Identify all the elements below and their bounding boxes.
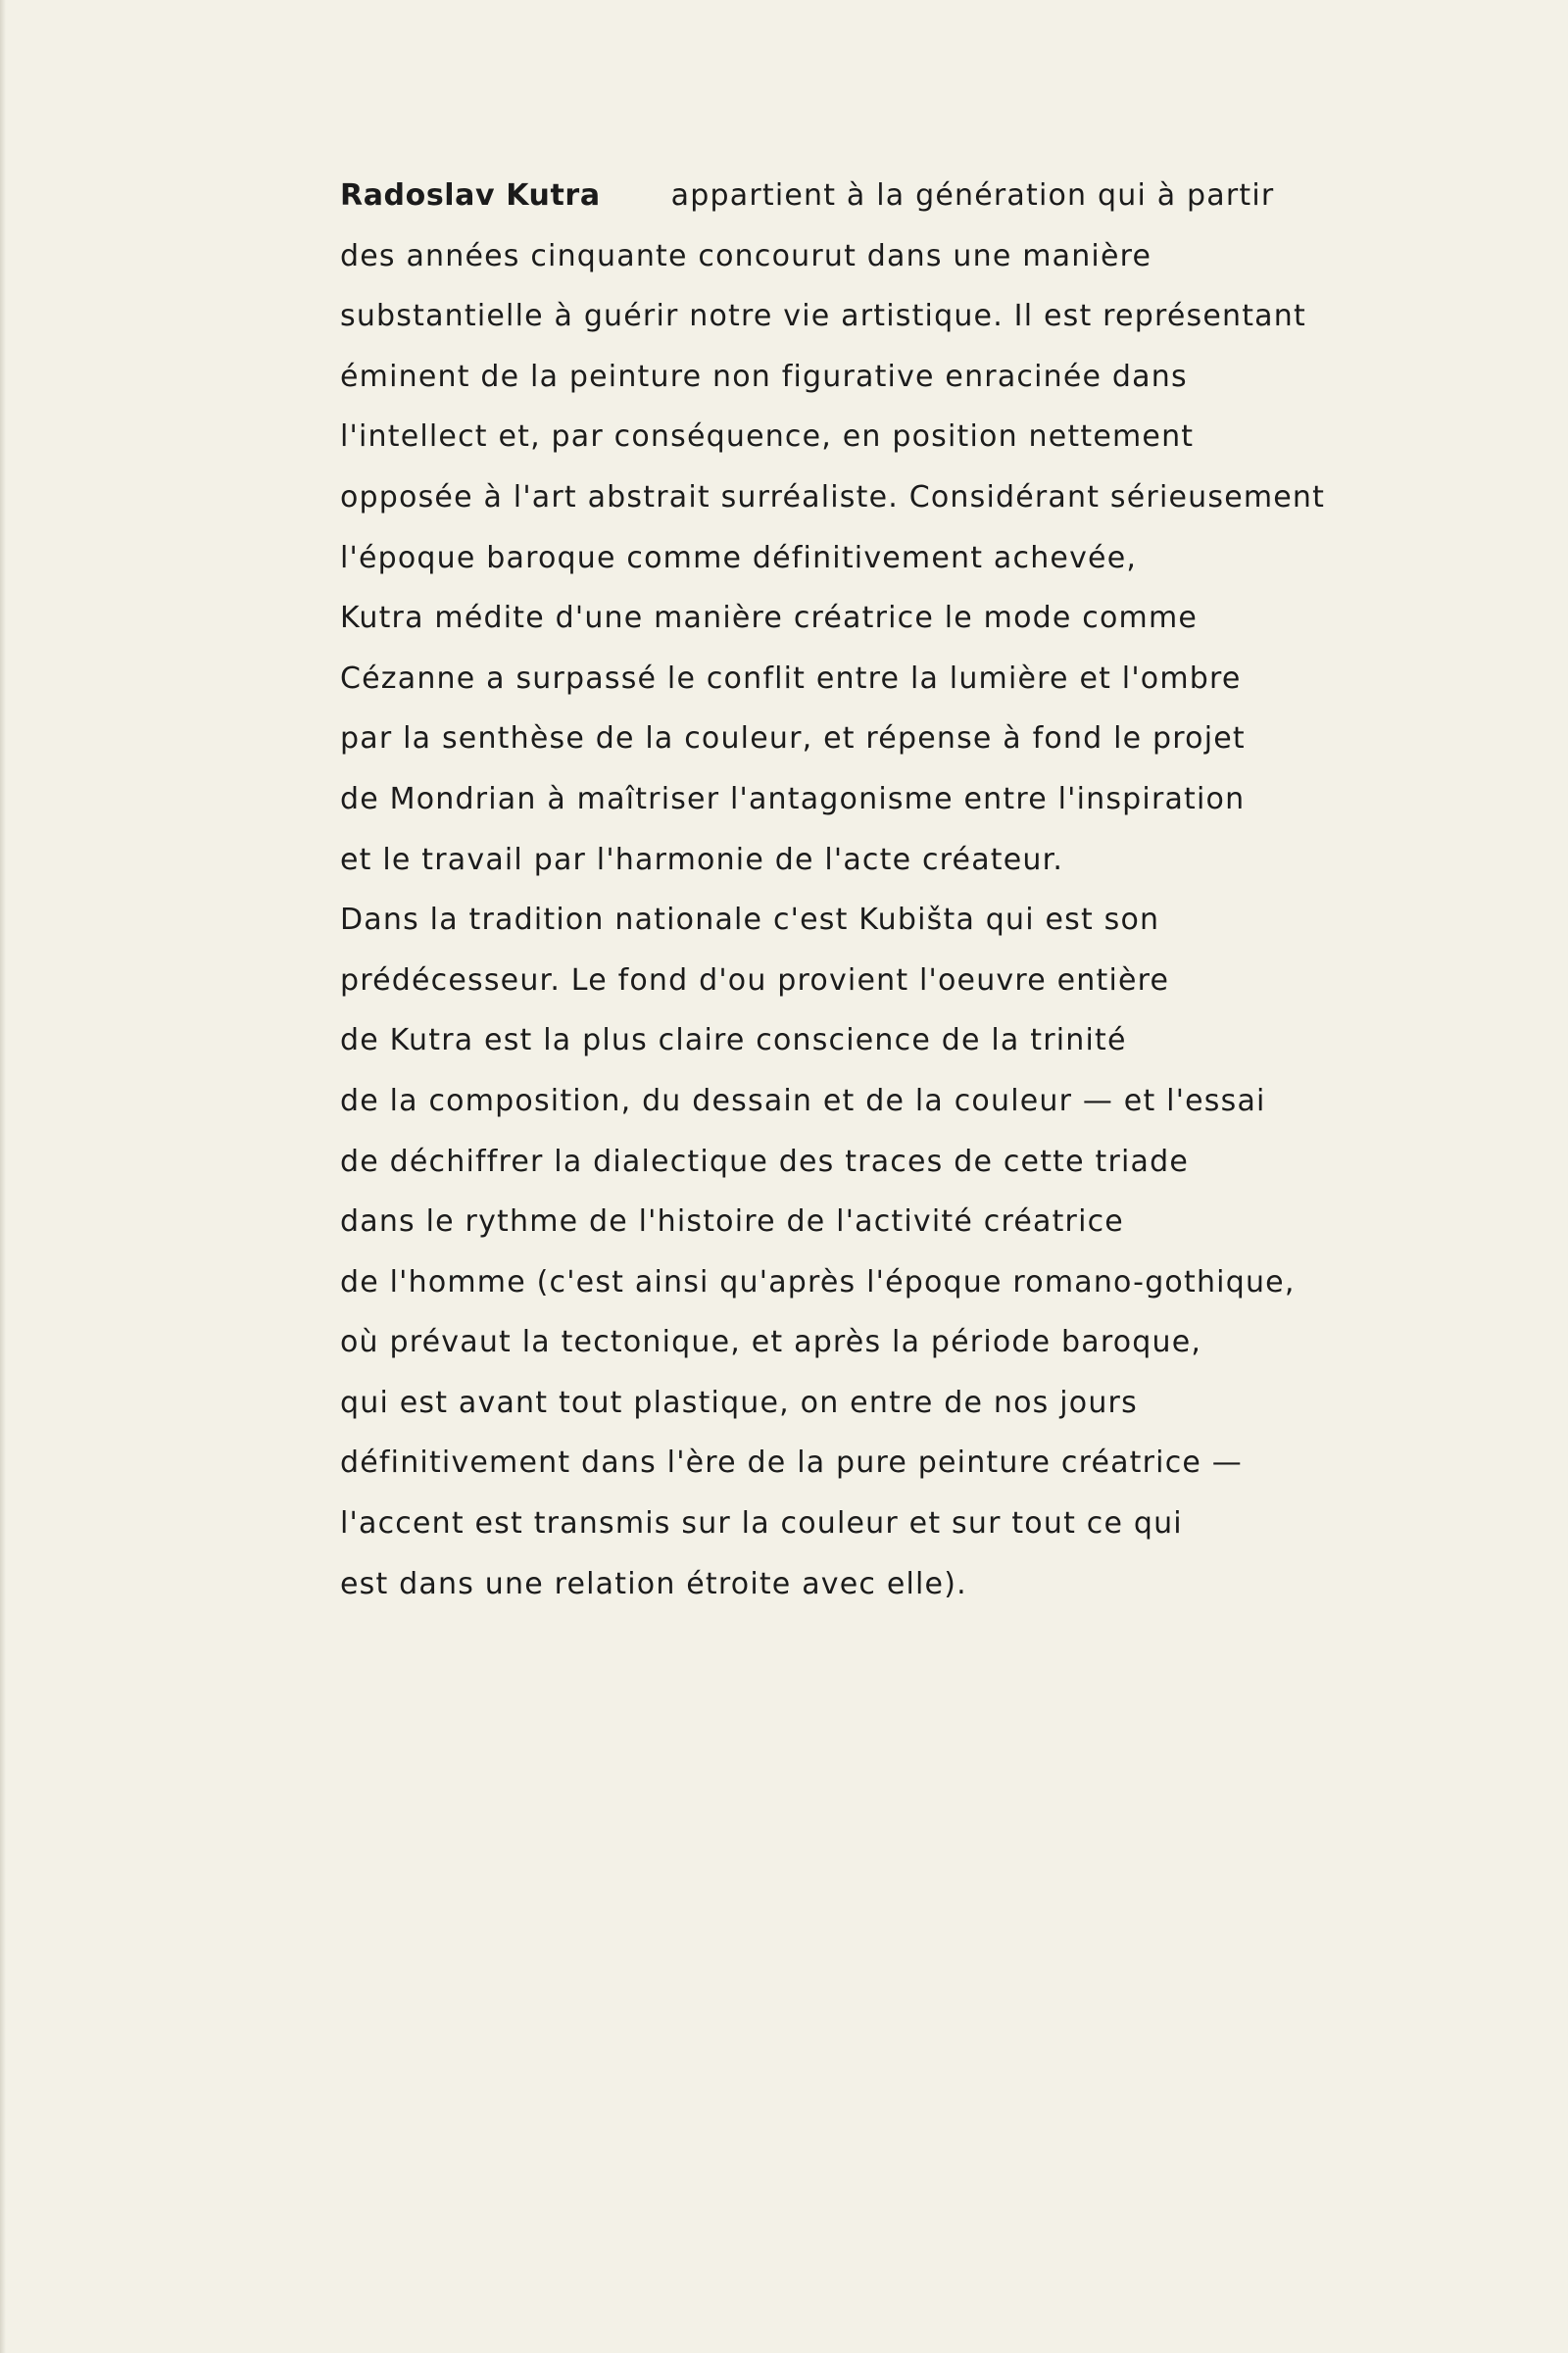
text-line: Dans la tradition nationale c'est Kubišta qui est son [340, 903, 1160, 938]
text-line: dans le rythme de l'histoire de l'activité créatrice [340, 1204, 1124, 1240]
text-line: de la composition, du dessain et de la couleur — et l'essai [340, 1083, 1266, 1118]
text-line: où prévaut la tectonique, et après la période baroque, [340, 1325, 1202, 1360]
text-line: qui est avant tout plastique, on entre de nos jours [340, 1385, 1138, 1420]
text-line: de Mondrian à maîtriser l'antagonisme entre l'inspiration [340, 781, 1246, 816]
text-line: Cézanne a surpassé le conflit entre la lumière et l'ombre [340, 661, 1242, 696]
text-line: par la senthèse de la couleur, et répense à fond le projet [340, 721, 1246, 757]
text-line: de déchiffrer la dialectique des traces de cette triade [340, 1144, 1190, 1179]
text-line: substantielle à guérir notre vie artistique. Il est représentant [340, 299, 1306, 334]
text-line: opposée à l'art abstrait surréaliste. Considérant sérieusement [340, 479, 1326, 515]
text-line: définitivement dans l'ère de la pure peinture créatrice — [340, 1446, 1243, 1481]
article-text [340, 166, 1340, 1614]
text-line: l'époque baroque comme définitivement achevée, [340, 540, 1138, 575]
text-line: et le travail par l'harmonie de l'acte créateur. [340, 842, 1064, 877]
page-edge-shadow [0, 0, 6, 2353]
text-line: prédécesseur. Le fond d'ou provient l'oeuvre entière [340, 962, 1170, 998]
text-line: des années cinquante concourut dans une manière [340, 238, 1152, 273]
text-line: l'accent est transmis sur la couleur et sur tout ce qui [340, 1506, 1183, 1542]
text-line: est dans une relation étroite avec elle). [340, 1566, 967, 1601]
text-line: de Kutra est la plus claire conscience de la trinité [340, 1023, 1127, 1058]
author-name: Radoslav Kutra [340, 178, 601, 213]
text-line: de l'homme (c'est ainsi qu'après l'époque romano-gothique, [340, 1264, 1296, 1299]
text-line: l'intellect et, par conséquence, en position nettement [340, 419, 1195, 455]
text-line-content: appartient à la génération qui à partir [670, 178, 1275, 213]
text-line: Kutra médite d'une manière créatrice le mode comme [340, 601, 1199, 636]
text-line: éminent de la peinture non figurative enracinée dans [340, 359, 1188, 394]
text-line [340, 166, 1340, 226]
